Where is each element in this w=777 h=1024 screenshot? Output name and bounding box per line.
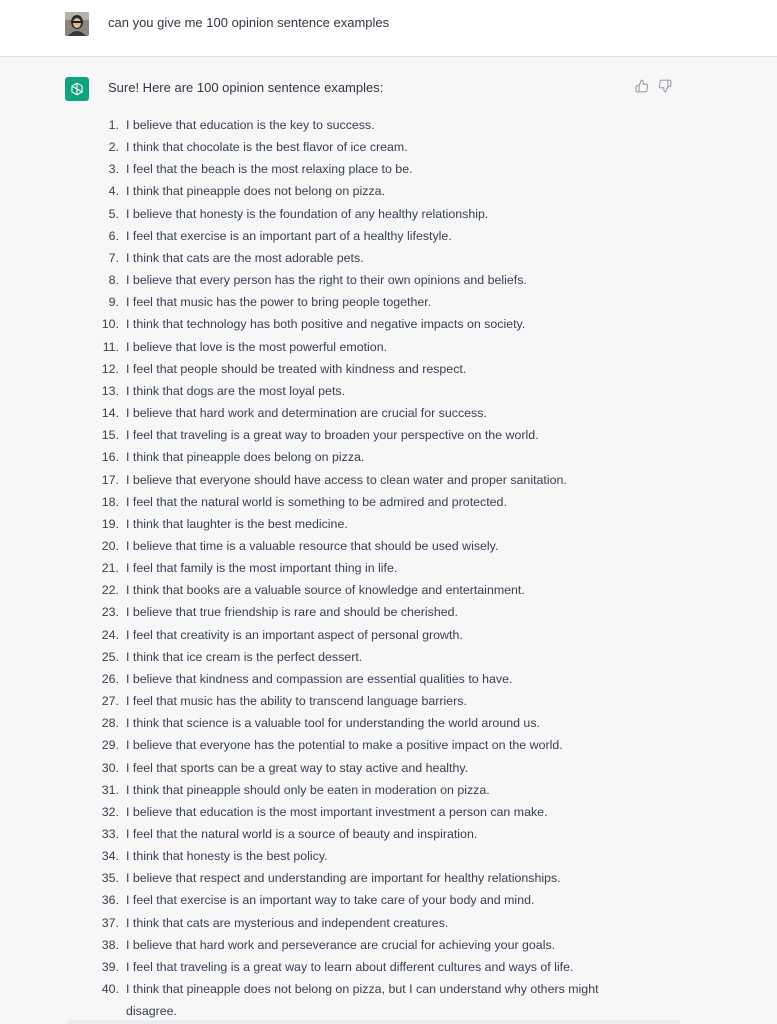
list-item-text: I think that books are a valuable source of knowledge and entertainment.	[126, 583, 525, 598]
list-item-number: 28.	[101, 716, 119, 731]
list-item	[0, 114, 640, 136]
list-item-number: 14.	[101, 406, 119, 421]
list-item	[0, 513, 640, 535]
list-item	[0, 557, 640, 579]
list-item	[0, 823, 640, 845]
list-item	[0, 912, 640, 934]
list-item-number: 24.	[101, 627, 119, 642]
list-item-text: I think that chocolate is the best flavor of ice cream.	[126, 140, 408, 155]
list-item-number: 32.	[101, 804, 119, 819]
openai-logo-icon	[65, 77, 89, 101]
list-item-number: 7.	[108, 250, 119, 265]
list-item	[0, 180, 640, 202]
list-item	[0, 291, 640, 313]
list-item	[0, 358, 640, 380]
list-item-text: I think that cats are mysterious and independent creatures.	[126, 915, 449, 930]
list-item-number: 13.	[101, 383, 119, 398]
list-item-text: I believe that hard work and perseverance are crucial for achieving your goals.	[126, 937, 556, 952]
list-item-text: I think that cats are the most adorable pets.	[126, 250, 364, 265]
list-item-text: I feel that creativity is an important aspect of personal growth.	[126, 627, 463, 642]
list-item	[0, 978, 626, 1022]
list-item	[0, 934, 640, 956]
list-item-number: 11.	[102, 339, 119, 354]
list-item	[0, 801, 640, 823]
list-item-text: I think that laughter is the best medicine.	[126, 516, 348, 531]
list-item-number: 27.	[101, 694, 119, 709]
list-item	[0, 469, 640, 491]
list-item	[0, 247, 640, 269]
list-item	[0, 225, 640, 247]
list-item	[0, 779, 640, 801]
list-item-number: 35.	[101, 871, 119, 886]
list-item-number: 39.	[101, 959, 119, 974]
list-item	[0, 446, 640, 468]
list-item-number: 16.	[101, 450, 119, 465]
list-item	[0, 845, 640, 867]
list-item-number: 12.	[101, 361, 119, 376]
list-item-number: 30.	[101, 760, 119, 775]
list-item-text: I feel that people should be treated with kindness and respect.	[126, 361, 467, 376]
list-item-number: 20.	[101, 538, 119, 553]
list-item-text: I believe that every person has the right to their own opinions and beliefs.	[126, 273, 527, 288]
list-item-text: I feel that the natural world is a source of beauty and inspiration.	[126, 827, 478, 841]
list-item	[0, 424, 640, 446]
list-item	[0, 579, 640, 601]
list-item	[0, 380, 640, 402]
list-item-text: I believe that everyone has the potential to make a positive impact on the world.	[126, 738, 563, 753]
list-item-number: 40.	[101, 982, 119, 997]
list-item-text: I feel that exercise is an important way to take care of your body and mind.	[126, 893, 535, 908]
list-item-text: I think that ice cream is the perfect dessert.	[126, 649, 363, 664]
thumbs-down-icon[interactable]	[658, 79, 672, 93]
list-item-number: 3.	[108, 162, 119, 177]
list-item	[0, 136, 640, 158]
list-item-number: 6.	[108, 228, 119, 243]
list-item-text: I feel that traveling is a great way to broaden your perspective on the world.	[126, 428, 539, 443]
list-item-number: 33.	[101, 827, 119, 841]
list-item	[0, 269, 640, 291]
list-item-text: I feel that traveling is a great way to learn about different cultures and ways of life.	[126, 959, 574, 974]
list-item-number: 21.	[101, 561, 119, 576]
list-item-text: I believe that education is the most important investment a person can make.	[126, 804, 548, 819]
list-item	[0, 624, 640, 646]
list-item-number: 9.	[108, 295, 119, 310]
list-item-text: I believe that everyone should have access to clean water and proper sanitation.	[126, 472, 567, 487]
list-item-text: I believe that love is the most powerful emotion.	[126, 339, 388, 354]
list-item-text: I think that pineapple does not belong on pizza.	[126, 184, 386, 199]
assistant-intro-text: Sure! Here are 100 opinion sentence examples:	[108, 80, 384, 95]
list-item-number: 17.	[101, 472, 119, 487]
list-item-number: 22.	[101, 583, 119, 598]
list-item-number: 2.	[108, 140, 119, 155]
list-item-number: 29.	[101, 738, 119, 753]
list-item-text: I feel that exercise is an important part of a healthy lifestyle.	[126, 228, 452, 243]
list-item	[0, 535, 640, 557]
list-item-text: I feel that music has the ability to transcend language barriers.	[126, 694, 467, 709]
list-item	[0, 158, 640, 180]
scroll-edge	[68, 1020, 680, 1024]
list-item-text: I feel that sports can be a great way to stay active and healthy.	[126, 760, 469, 775]
list-item	[0, 867, 640, 889]
list-item-number: 5.	[108, 206, 119, 221]
list-item	[0, 402, 640, 424]
list-item-number: 26.	[101, 671, 119, 686]
list-item-number: 1.	[108, 118, 119, 132]
list-item	[0, 646, 640, 668]
user-avatar	[65, 12, 89, 36]
list-item-text: I think that pineapple does belong on pizza.	[126, 450, 365, 465]
list-item	[0, 690, 640, 712]
list-item-number: 34.	[101, 849, 119, 864]
list-item-number: 4.	[108, 184, 119, 199]
list-item-text: I feel that family is the most important thing in life.	[126, 561, 398, 576]
list-item-text: I believe that kindness and compassion are essential qualities to have.	[126, 671, 513, 686]
list-item	[0, 601, 640, 623]
list-item	[0, 336, 640, 358]
list-item	[0, 203, 640, 225]
list-item-text: I think that technology has both positive and negative impacts on society.	[126, 317, 526, 332]
list-item	[0, 734, 640, 756]
list-item	[0, 889, 640, 911]
list-item-number: 37.	[101, 915, 119, 930]
list-item-text: I believe that respect and understanding are important for healthy relationships.	[126, 871, 561, 886]
list-item	[0, 313, 640, 335]
list-item-text: I think that science is a valuable tool for understanding the world around us.	[126, 716, 540, 731]
list-item-number: 38.	[101, 937, 119, 952]
list-item	[0, 491, 640, 513]
list-item-number: 23.	[101, 605, 119, 620]
list-item-text: I think that pineapple does not belong on pizza, but I can understand why others might disagree.	[126, 982, 599, 1019]
list-item	[0, 668, 640, 690]
user-message-row	[0, 0, 777, 57]
list-item-number: 15.	[101, 428, 119, 443]
assistant-message-row	[0, 57, 777, 1024]
list-item-number: 19.	[101, 516, 119, 531]
list-item	[0, 712, 640, 734]
list-item-text: I believe that hard work and determination are crucial for success.	[126, 406, 487, 421]
list-item-text: I believe that true friendship is rare and should be cherished.	[126, 605, 458, 620]
list-item-number: 31.	[101, 782, 119, 797]
list-item-text: I think that dogs are the most loyal pets.	[126, 383, 346, 398]
list-item	[0, 757, 640, 779]
opinion-sentence-list	[0, 114, 640, 1022]
list-item-text: I feel that the beach is the most relaxing place to be.	[126, 162, 413, 177]
list-item-text: I believe that time is a valuable resource that should be used wisely.	[126, 538, 499, 553]
list-item-number: 18.	[101, 494, 119, 509]
list-item-text: I believe that honesty is the foundation of any healthy relationship.	[126, 206, 489, 221]
list-item-number: 10.	[101, 317, 119, 332]
user-message-text: can you give me 100 opinion sentence examples	[108, 15, 390, 30]
list-item-text: I think that honesty is the best policy.	[126, 849, 328, 864]
list-item	[0, 956, 640, 978]
list-item-text: I feel that the natural world is something to be admired and protected.	[126, 494, 507, 509]
list-item-number: 8.	[108, 273, 119, 288]
thumbs-up-icon[interactable]	[635, 79, 649, 93]
list-item-text: I think that pineapple should only be eaten in moderation on pizza.	[126, 782, 490, 797]
list-item-number: 36.	[101, 893, 119, 908]
list-item-number: 25.	[101, 649, 119, 664]
list-item-text: I feel that music has the power to bring people together.	[126, 295, 432, 310]
list-item-text: I believe that education is the key to success.	[126, 118, 375, 132]
